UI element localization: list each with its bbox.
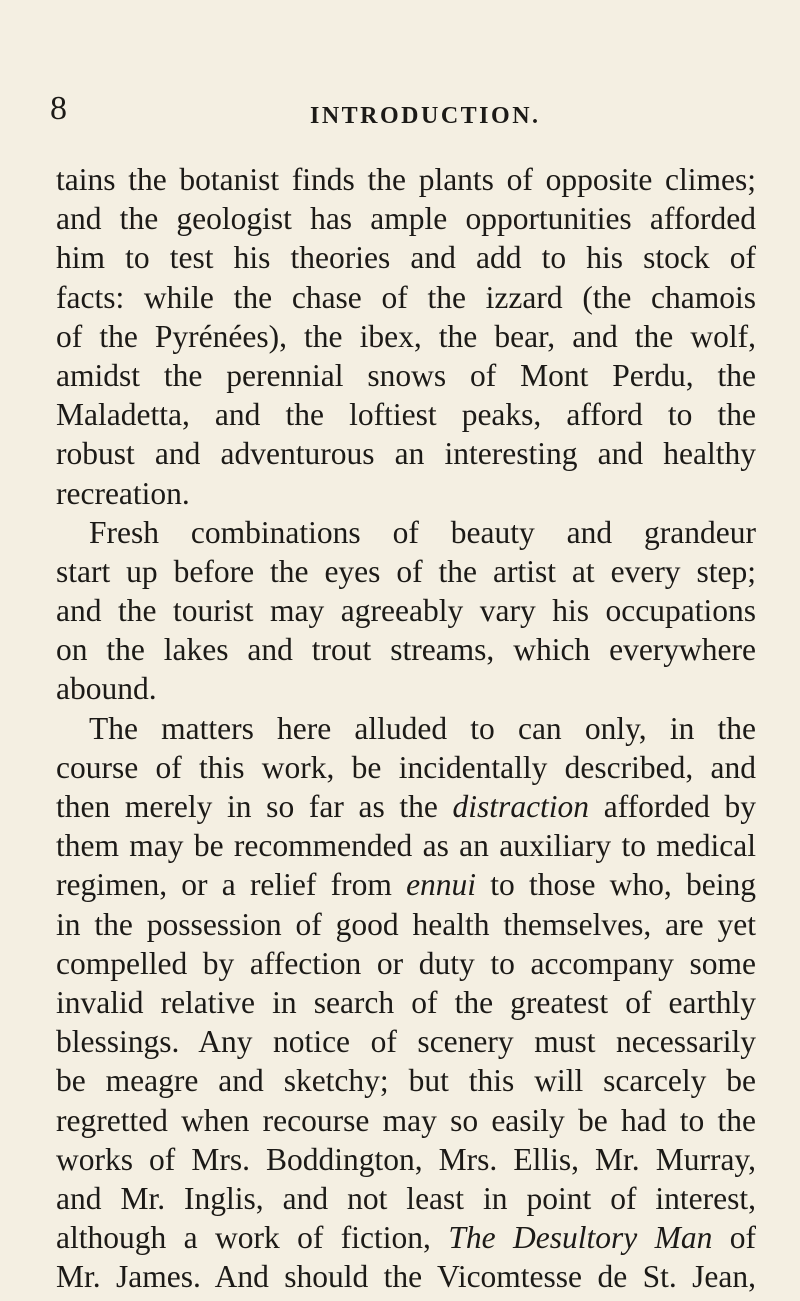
text-line-26: works of Mrs. Boddington, Mrs. Ellis, Mr. Murray, bbox=[56, 1141, 756, 1177]
text-line-17-b: afforded by bbox=[603, 789, 757, 824]
text-line-20: in the possession of good health themselves, are yet bbox=[56, 906, 756, 942]
text-line-17-a: then merely in so far as the bbox=[56, 789, 438, 824]
page-number: 8 bbox=[50, 90, 67, 127]
text-line-5: of the Pyrénées), the ibex, the bear, and the wolf, bbox=[56, 318, 756, 354]
text-line-29: Mr. James. And should the Vicomtesse de St. Jean, bbox=[56, 1259, 756, 1295]
text-line-19-a: regimen, or a relief from bbox=[56, 867, 392, 903]
text-line-25: regretted when recourse may so easily be had to the bbox=[56, 1102, 756, 1138]
text-line-12: and the tourist may agreeably vary his occupations bbox=[56, 593, 756, 629]
text-line-28-b: of bbox=[729, 1220, 756, 1256]
text-line-24: be meagre and sketchy; but this will scarcely be bbox=[56, 1063, 756, 1099]
text-line-3: him to test his theories and add to his stock of bbox=[56, 240, 756, 276]
text-line-4: facts: while the chase of the izzard (the chamois bbox=[56, 279, 756, 315]
text-line-8: robust and adventurous an interesting and healthy bbox=[56, 436, 756, 472]
text-line-11: start up before the eyes of the artist at every step; bbox=[56, 553, 756, 589]
text-line-28-a: although a work of fiction, bbox=[56, 1220, 431, 1256]
text-line-9: recreation. bbox=[56, 475, 190, 511]
text-line-14: abound. bbox=[56, 671, 157, 707]
text-line-10: Fresh combinations of beauty and grandeur bbox=[89, 514, 756, 550]
text-line-28 bbox=[56, 1218, 756, 1257]
italic-ennui: ennui bbox=[406, 867, 477, 903]
text-line-19 bbox=[56, 865, 756, 904]
text-line-16: course of this work, be incidentally described, and bbox=[56, 749, 756, 785]
text-line-1: tains the botanist finds the plants of opposite climes; bbox=[56, 162, 756, 197]
text-line-13: on the lakes and trout streams, which everywhere bbox=[56, 632, 756, 668]
text-line-6: amidst the perennial snows of Mont Perdu, the bbox=[56, 357, 756, 393]
text-line-21: compelled by affection or duty to accompany some bbox=[56, 945, 756, 981]
text-line-27: and Mr. Inglis, and not least in point of interest, bbox=[56, 1180, 756, 1216]
running-head bbox=[0, 92, 800, 132]
text-line-18: them may be recommended as an auxiliary to medical bbox=[56, 828, 756, 864]
text-line-7: Maladetta, and the loftiest peaks, afford to the bbox=[56, 397, 756, 433]
italic-book-title: The Desultory Man bbox=[448, 1220, 713, 1256]
text-line-2: and the geologist has ample opportunities afforded bbox=[56, 201, 756, 237]
italic-distraction: distraction bbox=[452, 789, 590, 824]
text-line-22: invalid relative in search of the greatest of earthly bbox=[56, 984, 756, 1020]
body-text bbox=[56, 160, 756, 1296]
text-line-15: The matters here alluded to can only, in the bbox=[89, 710, 756, 746]
text-line-23: blessings. Any notice of scenery must necessarily bbox=[56, 1024, 756, 1060]
text-line-19-b: to those who, being bbox=[490, 867, 757, 903]
running-title: INTRODUCTION. bbox=[310, 103, 541, 129]
text-line-17 bbox=[56, 787, 756, 826]
